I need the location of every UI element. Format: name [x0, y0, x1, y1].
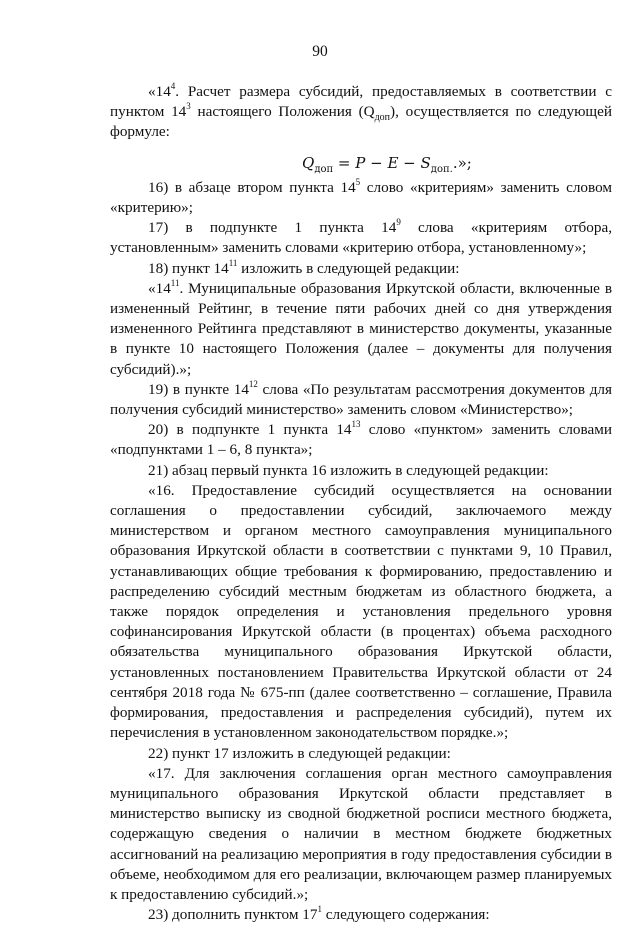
- superscript: 5: [355, 176, 361, 187]
- text-run: слово «критериям» заменить словом «критерию»;: [110, 178, 612, 217]
- paragraph-17: [110, 218, 612, 258]
- document-body: [110, 82, 612, 925]
- text-run: «14: [148, 279, 171, 297]
- paragraph-23: [110, 905, 612, 925]
- formula-expression: = P − E − S: [333, 153, 431, 172]
- text-run: 23) дополнить пунктом 17: [148, 906, 318, 924]
- formula-end: .»;: [452, 153, 472, 172]
- text-run: . Муниципальные образования Иркутской области, включенные в измененный Рейтинг, в течение пяти рабочих дней со дня утверждения измененного Рейтинга представляют в министерство документы, указанные в пункте 10 настоящего Положения (далее – документы для получения субсидий).»;: [110, 279, 612, 378]
- text-run: ), осуществляется по следующей формуле:: [110, 103, 612, 141]
- paragraph-17-quote: «17. Для заключения соглашения орган местного самоуправления муниципального образования Иркутской области представляет в министерство выписку из сводной бюджетной росписи местного бюджета, содержащую сведения о наличии в местном бюджете бюджетных ассигнований на реализацию мероприятия в году предоставления субсидии в объеме, необходимом для его реализации, включающем размер планируемых к предоставлению субсидий.»;: [110, 764, 612, 903]
- text-run: настоящего Положения (Q: [190, 103, 375, 121]
- text-run: 20) в подпункте 1 пункта 14: [148, 421, 352, 439]
- formula-q: Q: [302, 153, 315, 172]
- superscript: 3: [186, 101, 191, 112]
- formula-s-subscript: доп.: [430, 163, 453, 175]
- paragraph-18: [110, 259, 612, 279]
- text-run: «14: [148, 83, 171, 100]
- paragraph-19: [110, 380, 612, 420]
- superscript: 11: [228, 257, 238, 268]
- formula: [110, 153, 612, 173]
- paragraph-21: 21) абзац первый пункта 16 изложить в следующей редакции:: [148, 461, 549, 479]
- text-run: 19) в пункте 14: [148, 380, 249, 398]
- superscript: 4: [170, 80, 176, 91]
- text-run: 17) в подпункте 1 пункта 14: [148, 219, 397, 237]
- text-run: изложить в следующей редакции:: [237, 259, 460, 277]
- text-run: следующего содержания:: [321, 906, 490, 924]
- paragraph-16-quote: «16. Предоставление субсидий осуществляется на основании соглашения о предоставлении субсидий, заключаемого между министерством и органом местного самоуправления муниципального образования Иркутской области в соответствии с пунктами 9, 10 Правил, устанавливающих общие требования к формированию, предоставлению и распределению субсидий местным бюджетам из областного бюджета, а также порядок определения и установления предельного уровня софинансирования Иркутской области (в процентах) объема расходного обязательства муниципального образования Иркутской области, установленных постановлением Правительства Иркутской области от 24 сентября 2018 года № 675-пп (далее соответственно – соглашение, Правила формирования, предоставления и распределения субсидий), путем их перечисления в установленном законодательством порядке.»;: [110, 481, 612, 742]
- superscript: 11: [170, 277, 180, 288]
- paragraph-14-11-quote: [110, 279, 612, 380]
- text-run: слова «По результатам рассмотрения документов для получения субсидий министерство» заменить словом «Министерство»;: [110, 380, 612, 419]
- superscript: 12: [248, 378, 258, 389]
- text-run: 18) пункт 14: [148, 259, 229, 277]
- page-number: 90: [312, 43, 328, 60]
- text-run: слово «пунктом» заменить словами «подпунктами 1 – 6, 8 пункта»;: [110, 421, 612, 459]
- text-run: 16) в абзаце втором пункта 14: [148, 178, 356, 196]
- subscript: доп: [374, 112, 391, 124]
- paragraph-22: 22) пункт 17 изложить в следующей редакции:: [148, 744, 451, 762]
- text-run: . Расчет размера субсидий, предоставляемых в соответствии с пунктом 14: [110, 83, 612, 121]
- superscript: 13: [351, 419, 361, 430]
- text-run: слова «критериям отбора, установленным» заменить словами «критерию отбора, установленному»;: [110, 219, 612, 257]
- formula-q-subscript: доп: [314, 163, 334, 175]
- paragraph-20: [110, 420, 612, 460]
- superscript: 1: [317, 904, 322, 915]
- superscript: 9: [396, 217, 401, 228]
- paragraph-14-4: [110, 82, 612, 143]
- paragraph-16: [110, 178, 612, 218]
